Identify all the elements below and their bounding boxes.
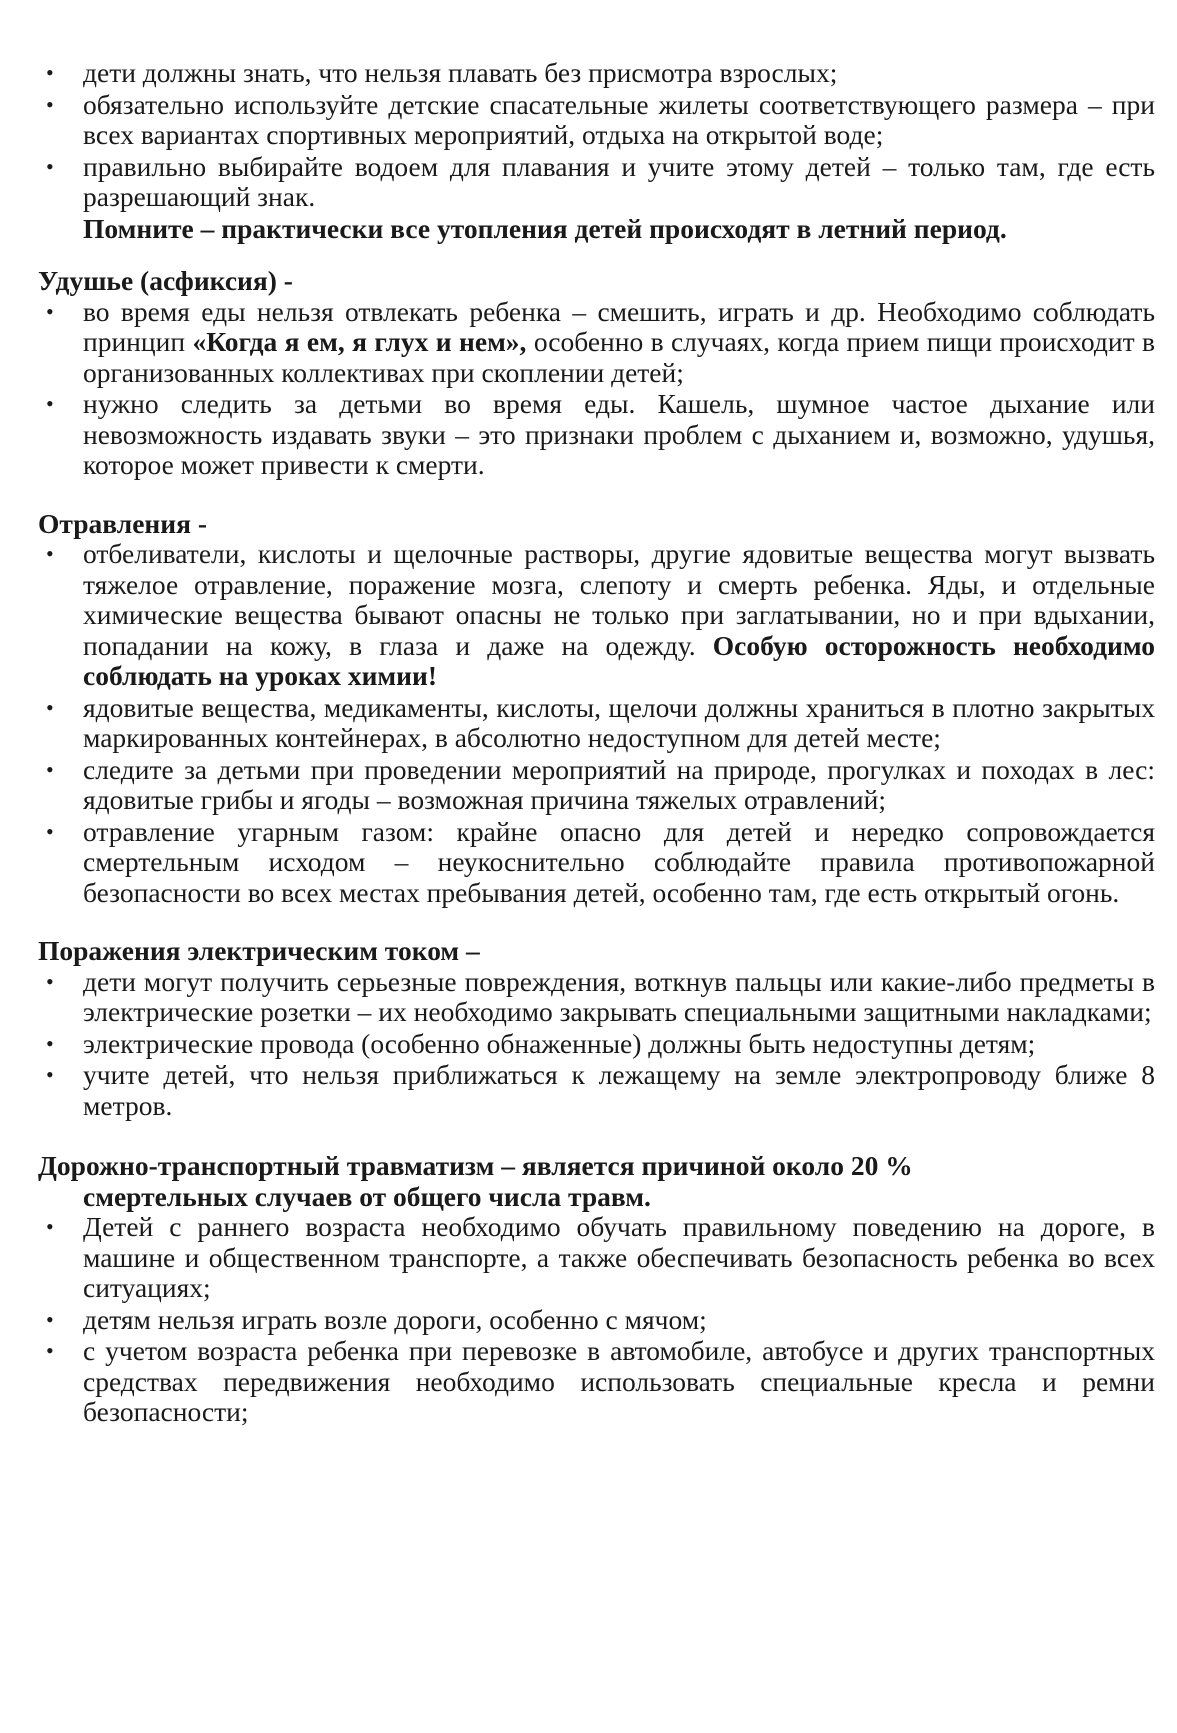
list-item	[38, 693, 1155, 754]
list-item-text: отравление угарным газом: крайне опасно для детей и нередко сопровождается смертельным исходом – неукоснительно соблюдайте правила противопожарной безопасности во всех местах пребывания детей, особенно там, где есть открытый огонь.	[83, 815, 1155, 908]
section-heading-continuation: смертельных случаев от общего числа травм.	[83, 1180, 651, 1212]
text-run: отбеливатели, кислоты и щелочные растворы, другие ядовитые вещества могут вызвать тяжелое отравление, поражение мозга, слепоту и смерть ребенка. Яды, и отдельные химические вещества бывают опасны не только при заглатывании, но и при вдыхании, попадании на кожу, в глаза и даже на одежду.	[83, 538, 1155, 661]
list-item	[38, 90, 1155, 151]
text-run: особенно в случаях, когда прием пищи происходит в организованных коллективах при скоплении детей;	[83, 326, 1155, 388]
list-item	[38, 539, 1155, 692]
bullet: •	[46, 1030, 54, 1056]
list-item-text	[83, 296, 1155, 388]
section-asphyxia	[38, 266, 1155, 481]
list-item-text: с учетом возраста ребенка при перевозке в автомобиле, автобусе и других транспортных средствах передвижения необходимо использовать специальные кресла и ремни безопасности;	[83, 1335, 1155, 1427]
bullet: •	[46, 153, 54, 179]
list-item-text: дети могут получить серьезные повреждения, воткнув пальцы или какие-либо предметы в электрические розетки – их необходимо закрывать специальными защитными накладками;	[83, 965, 1155, 1027]
list-item	[38, 297, 1155, 389]
bullet: •	[46, 1062, 54, 1087]
bullet: •	[46, 968, 54, 994]
bullet: •	[46, 541, 54, 566]
list-item	[38, 1029, 1155, 1060]
bullet: •	[46, 91, 54, 117]
document-page	[38, 58, 1155, 1429]
list-item-text: правильно выбирайте водоем для плавания и учите этому детей – только там, где есть разрешающий знак.	[83, 150, 1155, 212]
list-item	[38, 967, 1155, 1028]
list-item-text: учите детей, что нельзя приближаться к лежащему на земле электропроводу ближе 8 метров.	[83, 1059, 1155, 1121]
list-item-text: дети должны знать, что нельзя плавать без присмотра взрослых;	[83, 57, 838, 88]
bullet: •	[46, 391, 54, 416]
section-heading: Удушье (асфиксия) -	[38, 265, 293, 296]
list-item	[38, 1336, 1155, 1428]
section-heading: Отравления -	[38, 507, 208, 539]
bullet: •	[46, 1306, 54, 1332]
bullet: •	[46, 1338, 54, 1363]
list-item	[38, 1305, 1155, 1336]
list-item-text: следите за детьми при проведении мероприятий на природе, прогулках и походах в лес: ядовитые грибы и ягоды – возможная причина тяжелых отравлений;	[83, 753, 1155, 815]
list-item-text: ядовитые вещества, медикаменты, кислоты, щелочи должны храниться в плотно закрытых маркированных контейнерах, в абсолютно недоступном для детей месте;	[83, 691, 1155, 753]
section-poisoning	[38, 509, 1155, 909]
list-item-text: электрические провода (особенно обнаженные) должны быть недоступны детям;	[83, 1027, 1036, 1059]
list-item-text: обязательно используйте детские спасательные жилеты соответствующего размера – при всех вариантах спортивных мероприятий, отдыха на открытой воде;	[83, 88, 1155, 150]
list-item	[38, 152, 1155, 213]
bullet: •	[46, 756, 54, 782]
bullet: •	[46, 1214, 54, 1239]
section-traffic	[38, 1151, 1155, 1428]
list-item-text: нужно следить за детьми во время еды. Кашель, шумное частое дыхание или невозможность издавать звуки – это признаки проблем с дыханием и, возможно, удушья, которое может привести к смерти.	[83, 388, 1155, 480]
bullet: •	[46, 818, 54, 844]
list-item	[38, 389, 1155, 481]
drowning-note: Помните – практически все утопления детей происходят в летний период.	[83, 212, 1007, 244]
bullet: •	[46, 60, 54, 85]
section-heading: Поражения электрическим током –	[38, 935, 480, 966]
bold-text-run: «Когда я ем, я глух и нем»,	[192, 326, 527, 357]
bold-text-run: Особую осторожность необходимо соблюдать на уроках химии!	[83, 629, 1155, 691]
bullet: •	[46, 694, 54, 720]
text-run: во время еды нельзя отвлекать ребенка – смешить, играть и др. Необходимо соблюдать принцип	[83, 295, 1155, 357]
list-item	[38, 817, 1155, 909]
section-electric	[38, 936, 1155, 1121]
section-heading: Дорожно-транспортный травматизм – является причиной около 20 %	[38, 1150, 913, 1181]
list-item-text: Детей с раннего возраста необходимо обучать правильному поведению на дороге, в машине и общественном транспорте, а также обеспечивать безопасность ребенка во всех ситуациях;	[83, 1211, 1155, 1303]
bullet: •	[46, 298, 54, 324]
list-item	[38, 1060, 1155, 1121]
list-item	[38, 1212, 1155, 1304]
list-item-text: детям нельзя играть возле дороги, особенно с мячом;	[83, 1303, 707, 1335]
section-drowning	[38, 58, 1155, 244]
list-item	[38, 58, 1155, 89]
list-item	[38, 755, 1155, 816]
list-item-text	[83, 538, 1155, 691]
